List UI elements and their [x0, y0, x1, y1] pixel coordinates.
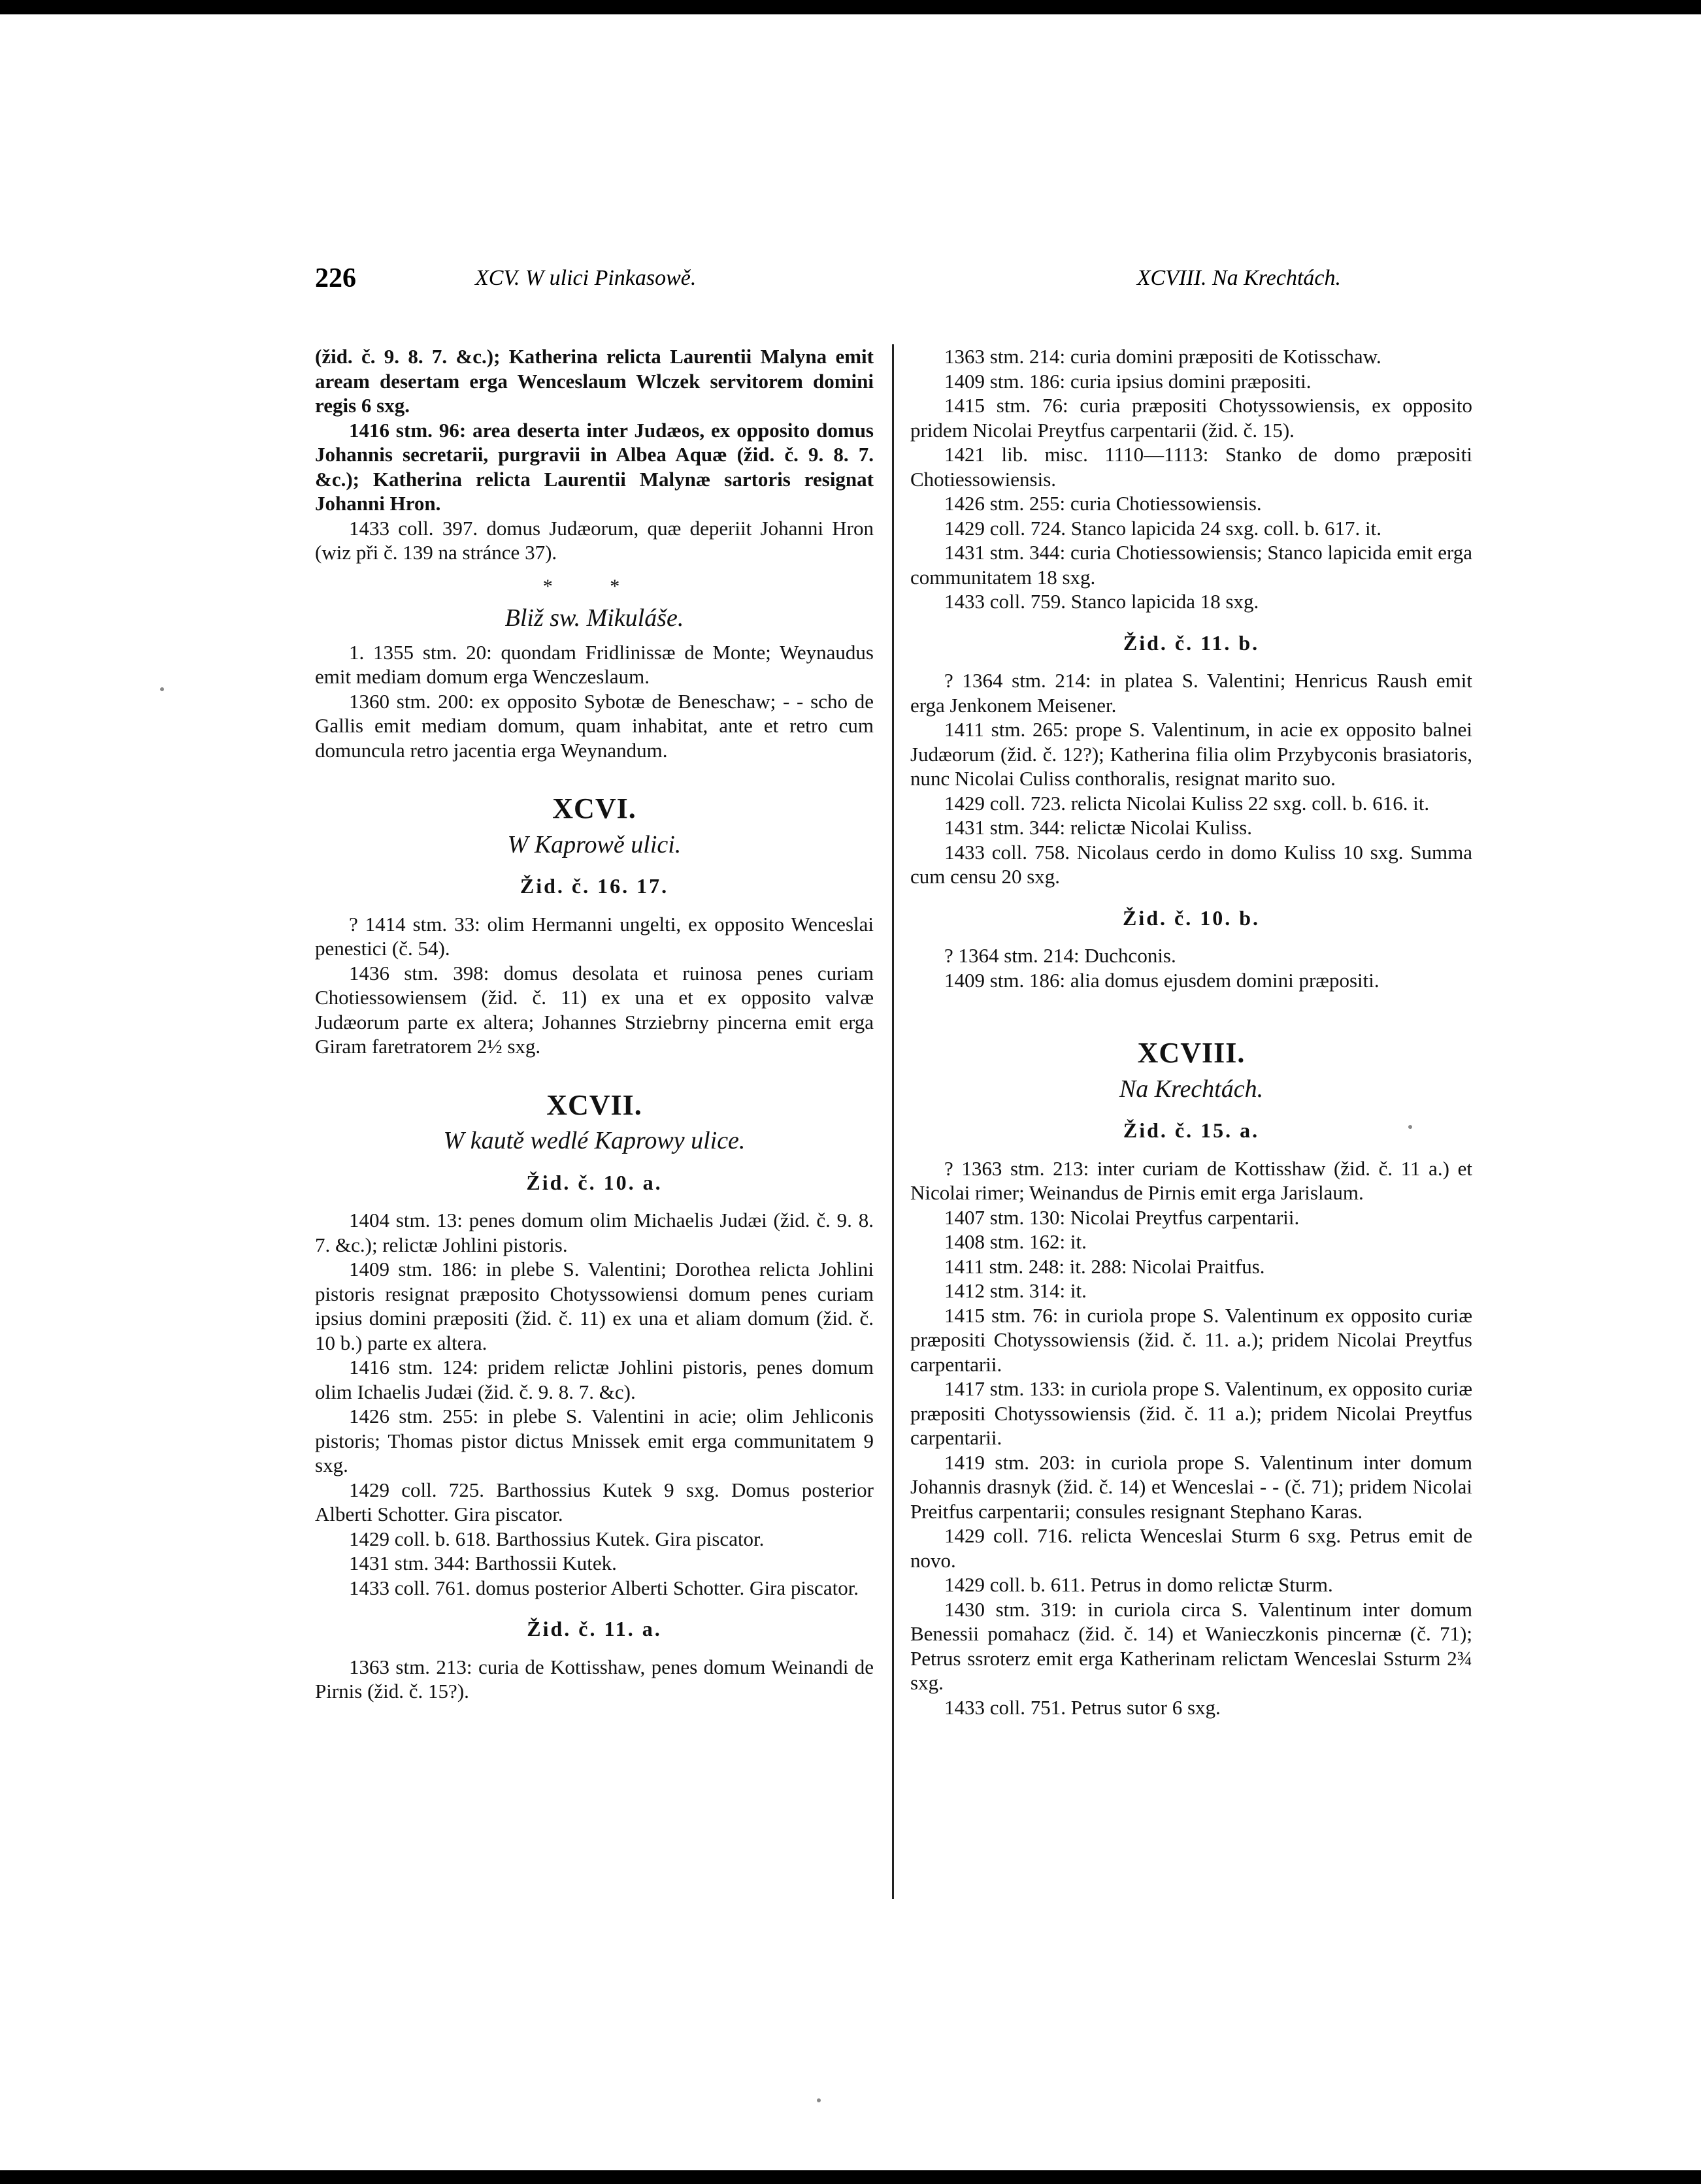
paragraph: 1426 stm. 255: curia Chotiessowiensis. — [944, 492, 1262, 515]
paragraph: 1. 1355 stm. 20: quondam Fridlinissæ de Monte; Weynaudus emit mediam domum erga Wenczeslaum. — [315, 640, 874, 688]
paragraph: 1431 stm. 344: relictæ Nicolai Kuliss. — [944, 816, 1252, 839]
paragraph: 1433 coll. 397. domus Judæorum, quæ deperiit Johanni Hron (wiz při č. 139 na stránce 37). — [315, 516, 874, 564]
paragraph: 1408 stm. 162: it. — [944, 1230, 1087, 1253]
section-subtitle: Na Krechtách. — [1119, 1075, 1264, 1103]
paragraph: 1429 coll. b. 611. Petrus in domo relictæ Sturm. — [944, 1573, 1333, 1596]
paragraph: 1409 stm. 186: curia ipsius domini præpositi. — [944, 369, 1312, 393]
paragraph: 1404 stm. 13: penes domum olim Michaelis Judæi (žid. č. 9. 8. 7. &c.); relictæ Johlini pistoris. — [315, 1209, 874, 1256]
paragraph: 1431 stm. 344: curia Chotiessowiensis; Stanco lapicida emit erga communitatem 18 sxg. — [910, 541, 1472, 589]
paragraph: 1419 stm. 203: in curiola prope S. Valentinum inter domum Johannis drasnyk (žid. č. 14) et Wenceslai - - (č. 71); pridem Nicolai Preitfus carpentarii; consules resignant Stephano Karas. — [910, 1450, 1472, 1523]
paragraph: ? 1414 stm. 33: olim Hermanni ungelti, ex opposito Wenceslai penestici (č. 54). — [315, 912, 874, 960]
section-heading: XCVIII. — [1137, 1037, 1246, 1069]
paragraph: 1416 stm. 96: area deserta inter Judæos, ex opposito domus Johannis secretarii, purgravii in Albea Aquæ (žid. č. 9. 8. 7. &c.); Katherina relicta Laurentii Malynæ sartoris resignat Johanni Hron. — [315, 418, 874, 515]
paragraph: ? 1364 stm. 214: in platea S. Valentini; Henricus Raush emit erga Jenkonem Meisener. — [910, 669, 1472, 717]
paragraph: ? 1364 stm. 214: Duchconis. — [944, 944, 1176, 967]
paragraph: 1409 stm. 186: alia domus ejusdem domini præpositi. — [944, 968, 1379, 992]
right-column — [910, 344, 1472, 1719]
paragraph: 1429 coll. 723. relicta Nicolai Kuliss 22 sxg. coll. b. 616. it. — [944, 791, 1430, 815]
header-right-title: XCVIII. Na Krechtách. — [1136, 266, 1341, 290]
paragraph: 1430 stm. 319: in curiola circa S. Valentinum inter domum Benessii pomahacz (žid. č. 14) et Wanieczkonis pincernæ (č. 71); Petrus ssroterz emit erga Katherinam relictam Wenceslai Ssturm 2¾ sxg. — [910, 1597, 1472, 1694]
section-heading: XCVI. — [552, 792, 636, 824]
subsection-heading: Bliž sw. Mikuláše. — [504, 604, 684, 632]
paragraph: 1412 stm. 314: it. — [944, 1279, 1087, 1302]
entry-heading: Žid. č. 16. 17. — [520, 874, 669, 898]
paragraph: 1426 stm. 255: in plebe S. Valentini in acie; olim Jehliconis pistoris; Thomas pistor dictus Mnissek emit erga communitatem 9 sxg. — [315, 1405, 874, 1476]
paragraph: 1429 coll. 716. relicta Wenceslai Sturm 6 sxg. Petrus emit de novo. — [910, 1524, 1472, 1572]
paragraph: 1436 stm. 398: domus desolata et ruinosa penes curiam Chotiessowiensem (žid. č. 11) ex una et ex opposito valvæ Judæorum parte ex altera; Johannes Strziebrny pincerna emit erga Giram faretratorem 2½ sxg. — [315, 961, 874, 1058]
speck — [160, 687, 164, 691]
entry-heading: Žid. č. 10. a. — [526, 1170, 663, 1194]
paragraph: 1433 coll. 759. Stanco lapicida 18 sxg. — [944, 590, 1259, 613]
header-left-title: XCV. W ulici Pinkasowě. — [475, 266, 697, 290]
paragraph: 1360 stm. 200: ex opposito Sybotæ de Beneschaw; - - scho de Gallis emit mediam domum, quam inhabitat, ante et retro cum domuncula retro jacentia erga Weynandum. — [315, 689, 874, 762]
speck — [1408, 1125, 1412, 1129]
paragraph: 1433 coll. 751. Petrus sutor 6 sxg. — [944, 1695, 1221, 1719]
paragraph: 1411 stm. 248: it. 288: Nicolai Praitfus. — [944, 1254, 1265, 1278]
paragraph: 1363 stm. 214: curia domini præpositi de Kotisschaw. — [944, 345, 1381, 368]
paragraph: 1416 stm. 124: pridem relictæ Johlini pistoris, penes domum olim Ichaelis Judæi (žid. č. 9. 8. 7. &c). — [315, 1356, 874, 1403]
paragraph: 1415 stm. 76: curia præpositi Chotyssowiensis, ex opposito pridem Nicolai Preytfus carpentarii (žid. č. 15). — [910, 394, 1472, 442]
column-divider — [892, 344, 894, 1899]
paragraph: ? 1363 stm. 213: inter curiam de Kottisshaw (žid. č. 11 a.) et Nicolai rimer; Weinandus de Pirnis emit erga Jarislaum. — [910, 1156, 1472, 1204]
entry-heading: Žid. č. 11. b. — [1123, 630, 1260, 655]
page-number: 226 — [315, 263, 356, 293]
paragraph: 1409 stm. 186: in plebe S. Valentini; Dorothea relicta Johlini pistoris resignat præposito Chotyssowiensi domum penes curiam ipsius domini præpositi (žid. č. 11) ex una et aliam domum (žid. č. 10 b.) parte ex altera. — [315, 1258, 874, 1354]
paragraph: 1415 stm. 76: in curiola prope S. Valentinum ex opposito curiæ præpositi Chotyssowiensis (žid. č. 11. a.); pridem Nicolai Preytfus carpentarii. — [910, 1303, 1472, 1376]
paragraph: 1411 stm. 265: prope S. Valentinum, in acie ex opposito balnei Judæorum (žid. č. 12?); Katherina filia olim Przybyconis brasiatoris, nunc Nicolai Culiss conthoralis, resignat marito suo. — [910, 718, 1472, 790]
paragraph: 1417 stm. 133: in curiola prope S. Valentinum, ex opposito curiæ præpositi Chotyssowiensis (žid. č. 11 a.); pridem Nicolai Preytfus carpentarii. — [910, 1377, 1472, 1449]
section-subtitle: W Kaprowě ulici. — [507, 830, 682, 858]
entry-heading: Žid. č. 11. a. — [527, 1617, 662, 1640]
section-separator: * * — [542, 575, 646, 597]
left-column — [315, 344, 874, 1704]
paragraph: 1433 coll. 761. domus posterior Alberti Schotter. Gira piscator. — [349, 1576, 859, 1599]
speck — [817, 2098, 821, 2102]
paragraph: 1407 stm. 130: Nicolai Preytfus carpentarii. — [944, 1205, 1300, 1229]
section-heading: XCVII. — [546, 1088, 642, 1121]
paragraph: 1429 coll. 724. Stanco lapicida 24 sxg. coll. b. 617. it. — [944, 516, 1381, 540]
paragraph: 1433 coll. 758. Nicolaus cerdo in domo Kuliss 10 sxg. Summa cum censu 20 sxg. — [910, 840, 1472, 888]
section-subtitle: W kautě wedlé Kaprowy ulice. — [443, 1127, 746, 1154]
paragraph: (žid. č. 9. 8. 7. &c.); Katherina relicta Laurentii Malyna emit aream desertam erga Wenceslaum Wlczek servitorem domini regis 6 sxg. — [315, 345, 874, 417]
running-header — [315, 263, 1341, 302]
paragraph: 1421 lib. misc. 1110—1113: Stanko de domo præpositi Chotiessowiensis. — [910, 443, 1472, 491]
page — [0, 14, 1701, 2170]
paragraph: 1429 coll. 725. Barthossius Kutek 9 sxg. Domus posterior Alberti Schotter. Gira piscator. — [315, 1478, 874, 1525]
paragraph: 1429 coll. b. 618. Barthossius Kutek. Gira piscator. — [349, 1527, 765, 1550]
paragraph: 1431 stm. 344: Barthossii Kutek. — [349, 1552, 617, 1574]
entry-heading: Žid. č. 15. a. — [1123, 1118, 1260, 1142]
entry-heading: Žid. č. 10. b. — [1122, 905, 1261, 930]
paragraph: 1363 stm. 213: curia de Kottisshaw, penes domum Weinandi de Pirnis (žid. č. 15?). — [315, 1655, 874, 1703]
